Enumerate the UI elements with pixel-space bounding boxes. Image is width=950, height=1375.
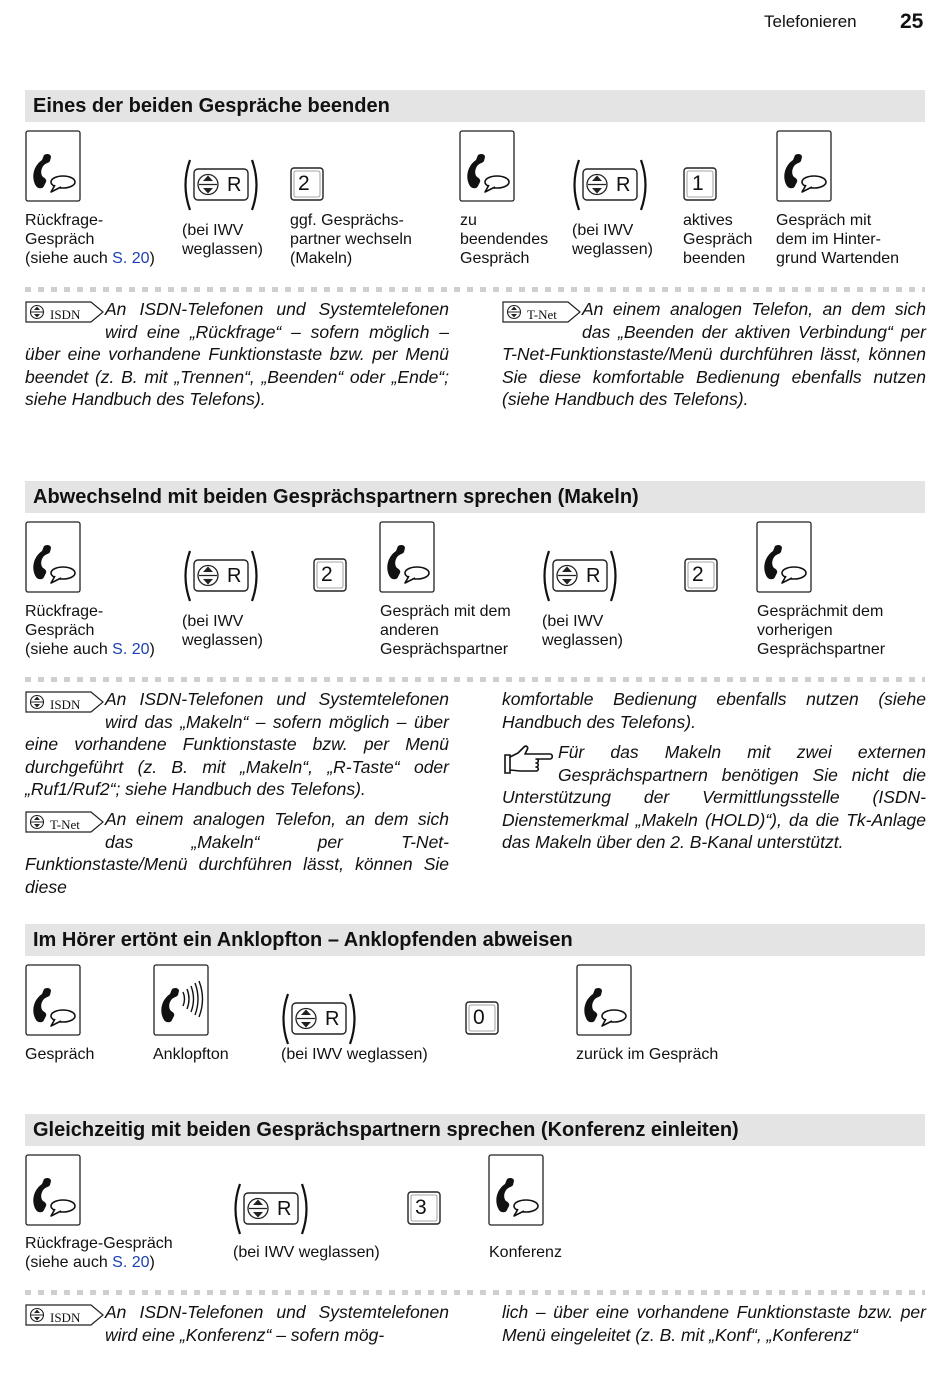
step-caption: Rückfrage-Gespräch (siehe auch S. 20) [25,1235,173,1271]
tnet-tag-icon: T-Net [502,300,582,324]
section-title-conference: Gleichzeitig mit beiden Gesprächspartnern sprechen (Konferenz einleiten) [25,1114,925,1146]
handset-icon [488,1154,544,1226]
dashed-divider [25,1290,925,1295]
isdn-note: ISDN An ISDN-Telefonen und Systemtelefonen wird das „Makeln“ – sofern möglich – über eine vorhandene Funktionstaste bzw. per Menü durchgeführt (z. B. mit „Makeln“, „R-Taste“ oder „Ruf1/Ruf2“; siehe Handbuch des Telefons). [25,689,449,799]
step-caption: Rückfrage- Gespräch (siehe auch S. 20) [25,603,155,658]
dashed-divider [25,287,925,292]
step-caption: (bei IWV weglassen) [281,1046,428,1063]
key-digit: 2 [321,563,333,586]
step-caption: Gespräch mit dem anderen Gesprächspartner [380,603,511,658]
handset-icon [25,1154,81,1226]
key-digit: 1 [692,172,704,195]
step-caption: zu beendendes Gespräch [460,212,549,267]
handset-icon [756,521,812,593]
handset-icon [25,521,81,593]
step-caption: Gespräch mit dem im Hinter- grund Wartenden [776,212,900,267]
r-key-icon [230,1181,312,1237]
r-key-icon [278,991,360,1047]
isdn-note: ISDN An ISDN-Telefonen und Systemtelefonen wird eine „Rückfrage“ – sofern möglich – über eine vorhandene Funktionstaste bzw. per Menü beendet (z. B. mit „Trennen“, „Beenden“ oder „Ende“; siehe Handbuch des Telefons). [25,299,449,409]
page-link[interactable]: S. 20 [112,641,150,658]
isdn-tag-icon: ISDN [25,300,105,324]
handset-icon [459,130,515,202]
key-digit: 0 [473,1006,485,1029]
step-caption: (bei IWV weglassen) [572,222,653,258]
section-title-toggle: Abwechselnd mit beiden Gesprächspartnern sprechen (Makeln) [25,481,925,513]
chapter-title: Telefonieren [764,12,857,31]
r-key-label: R [277,1198,292,1220]
r-key-icon [539,548,621,604]
handset-icon [379,521,435,593]
tnet-note-continued: komfortable Bedienung ebenfalls nutzen (siehe Handbuch des Telefons). [502,689,926,732]
r-key-label: R [586,565,601,587]
r-key-label: R [227,565,242,587]
handset-icon [25,130,81,202]
step-caption: zurück im Gespräch [576,1046,719,1063]
step-caption: Gespräch [25,1046,95,1063]
step-caption: Gesprächmit dem vorherigen Gesprächspartner [757,603,886,658]
handset-icon [576,964,632,1036]
key-digit: 3 [415,1196,427,1219]
r-key-label: R [227,174,242,196]
pointing-hand-icon [502,743,558,779]
isdn-tag-icon: ISDN [25,690,105,714]
step-caption: Konferenz [489,1244,562,1261]
handset-icon [776,130,832,202]
tnet-note: T-Net An einem analogen Telefon, an dem sich das „Beenden der aktiven Verbindung“ per T-Net-Funktionstaste/Menü durchführen lässt, können Sie diese komfortable Bedienung ebenfalls nutzen (siehe Handbuch des Telefons). [502,299,926,409]
page-link[interactable]: S. 20 [112,1254,150,1271]
dashed-divider [25,677,925,682]
page-link[interactable]: S. 20 [112,250,150,267]
r-key-icon [180,548,262,604]
r-key-icon [569,157,651,213]
handset-icon [25,964,81,1036]
isdn-note: ISDN An ISDN-Telefonen und Systemtelefonen wird eine „Konferenz“ – sofern mög- [25,1301,449,1346]
key-digit: 2 [298,172,310,195]
tnet-note: T-Net An einem analogen Telefon, an dem sich das „Makeln“ per T-Net-Funktionstaste/Menü durchführen lässt, können Sie diese [25,809,449,897]
step-caption: (bei IWV weglassen) [233,1244,380,1261]
step-caption: (bei IWV weglassen) [182,222,263,258]
tnet-tag-icon: T-Net [25,810,105,834]
page-number: 25 [900,10,924,33]
step-caption: Rückfrage- Gespräch (siehe auch S. 20) [25,212,155,267]
step-caption: aktives Gespräch beenden [683,212,753,267]
section-title-call-waiting: Im Hörer ertönt ein Anklopfton – Anklopfenden abweisen [25,924,925,956]
step-caption: ggf. Gesprächs- partner wechseln (Makeln) [290,212,412,267]
isdn-tag-icon: ISDN [25,1303,105,1327]
step-caption: Anklopfton [153,1046,229,1063]
r-key-label: R [616,174,631,196]
step-caption: (bei IWV weglassen) [182,613,263,649]
step-caption: (bei IWV weglassen) [542,613,623,649]
section-title-end-call: Eines der beiden Gespräche beenden [25,90,925,122]
isdn-note-continued: lich – über eine vorhandene Funktionstaste bzw. per Menü eingeleitet (z. B. mit „Konf“, „Konferenz“ [502,1302,926,1345]
r-key-icon [180,157,262,213]
hint-note: Für das Makeln mit zwei externen Gesprächspartnern benötigen Sie nicht die Unterstützung der Vermittlungsstelle (ISDN-Dienstemerkmal „Makeln (HOLD)“), da die Tk-Anlage das Makeln über den 2. B-Kanal unterstützt. [502,742,926,852]
r-key-label: R [325,1008,340,1030]
key-digit: 2 [692,563,704,586]
ringing-handset-icon [153,964,209,1036]
